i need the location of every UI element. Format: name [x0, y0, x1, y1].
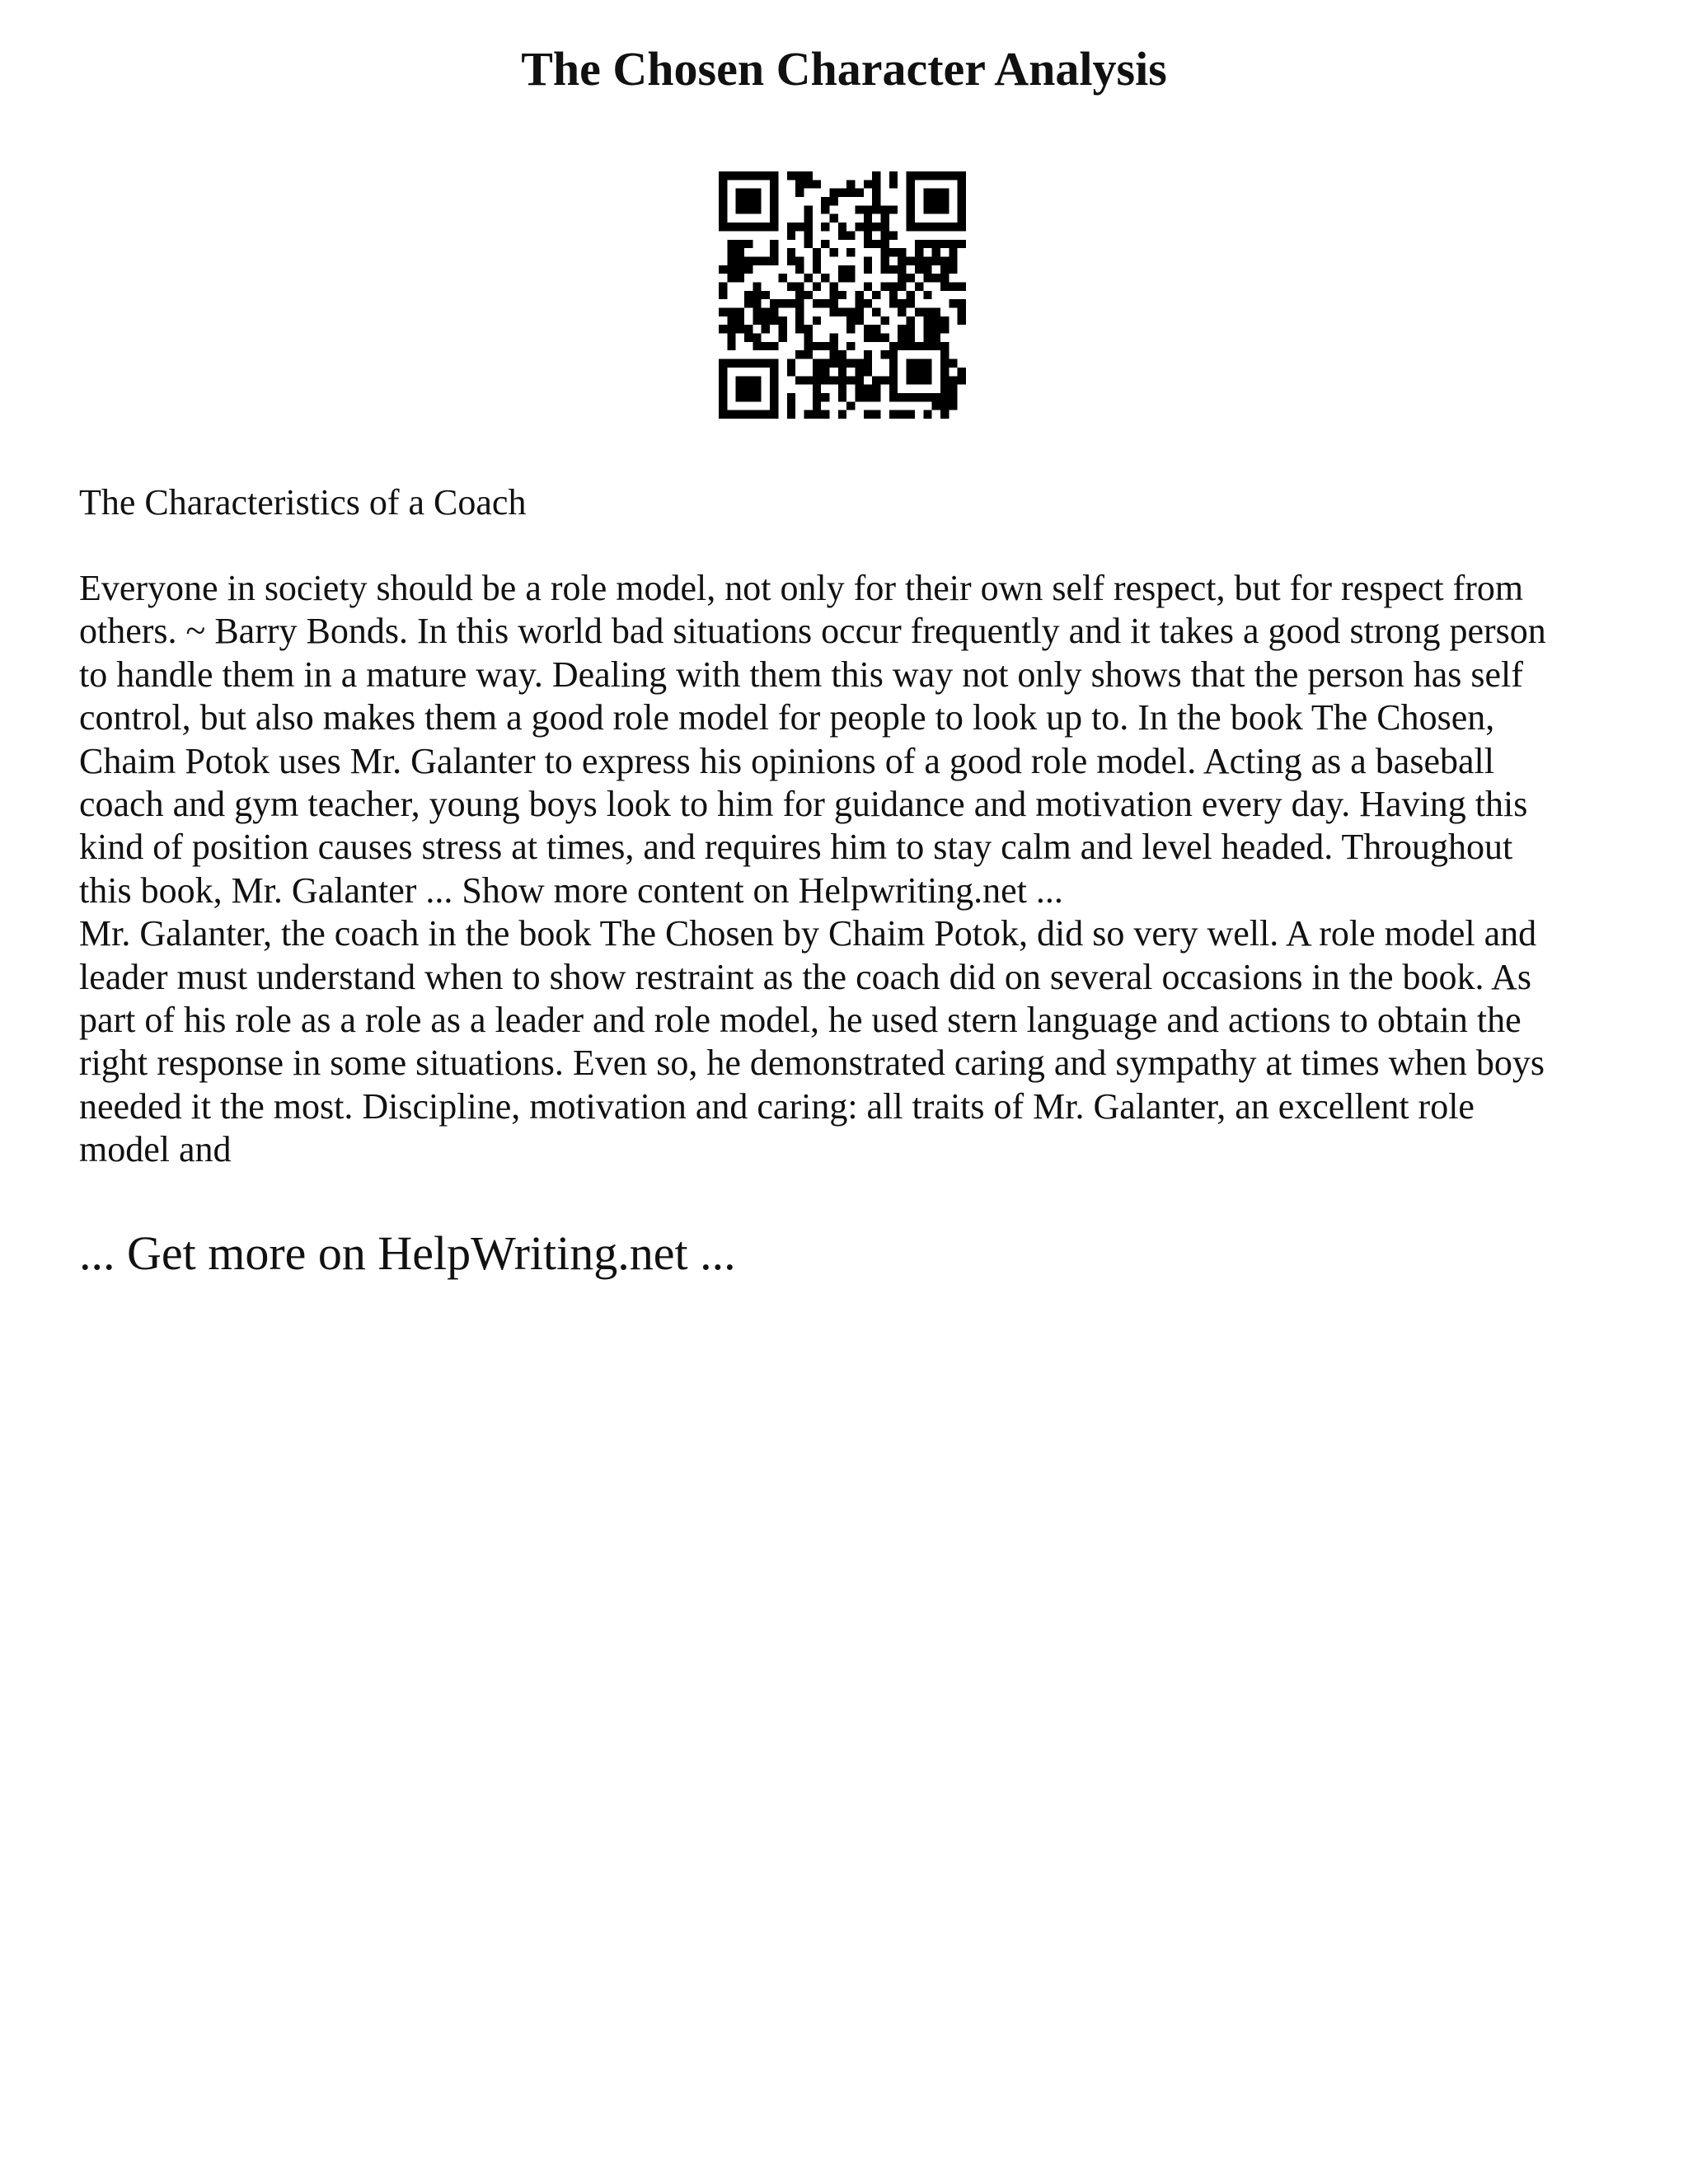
paragraph-line: model and [79, 1129, 232, 1170]
paragraph-line: Everyone in society should be a role model, not only for their own self respect, but for respect from [79, 568, 1524, 608]
paragraph-line: leader must understand when to show restraint as the coach did on several occasions in the book. As [79, 956, 1531, 997]
paragraph-line: others. ~ Barry Bonds. In this world bad situations occur frequently and it takes a good strong person [79, 611, 1546, 652]
paragraph-2 [79, 912, 1609, 1171]
qr-code-icon [719, 171, 966, 419]
paragraph-line: to handle them in a mature way. Dealing with them this way not only shows that the person has self [79, 654, 1523, 695]
paragraph-line: control, but also makes them a good role model for people to look up to. In the book The Chosen, [79, 697, 1495, 738]
document-body [79, 481, 1609, 1172]
paragraph-line: right response in some situations. Even so, he demonstrated caring and sympathy at times when boys [79, 1043, 1545, 1084]
paragraph-line: Chaim Potok uses Mr. Galanter to express his opinions of a good role model. Acting as a baseball [79, 740, 1494, 781]
page-title: The Chosen Character Analysis [521, 42, 1167, 96]
get-more-link[interactable]: ... Get more on HelpWriting.net ... [79, 1226, 736, 1280]
paragraph-line: this book, Mr. Galanter ... Show more content on Helpwriting.net ... [79, 869, 1063, 911]
section-subtitle: The Characteristics of a Coach [79, 482, 527, 523]
paragraph-line: part of his role as a role as a leader and role model, he used stern language and actions to obtain the [79, 1000, 1522, 1041]
qr-code [719, 171, 966, 419]
paragraph-1 [79, 567, 1609, 912]
paragraph-line: needed it the most. Discipline, motivation and caring: all traits of Mr. Galanter, an excellent role [79, 1085, 1475, 1127]
paragraph-line: coach and gym teacher, young boys look to him for guidance and motivation every day. Having this [79, 784, 1528, 825]
paragraph-line: Mr. Galanter, the coach in the book The Chosen by Chaim Potok, did so very well. A role model and [79, 913, 1537, 954]
paragraph-line: kind of position causes stress at times, and requires him to stay calm and level headed. Throughout [79, 827, 1513, 868]
